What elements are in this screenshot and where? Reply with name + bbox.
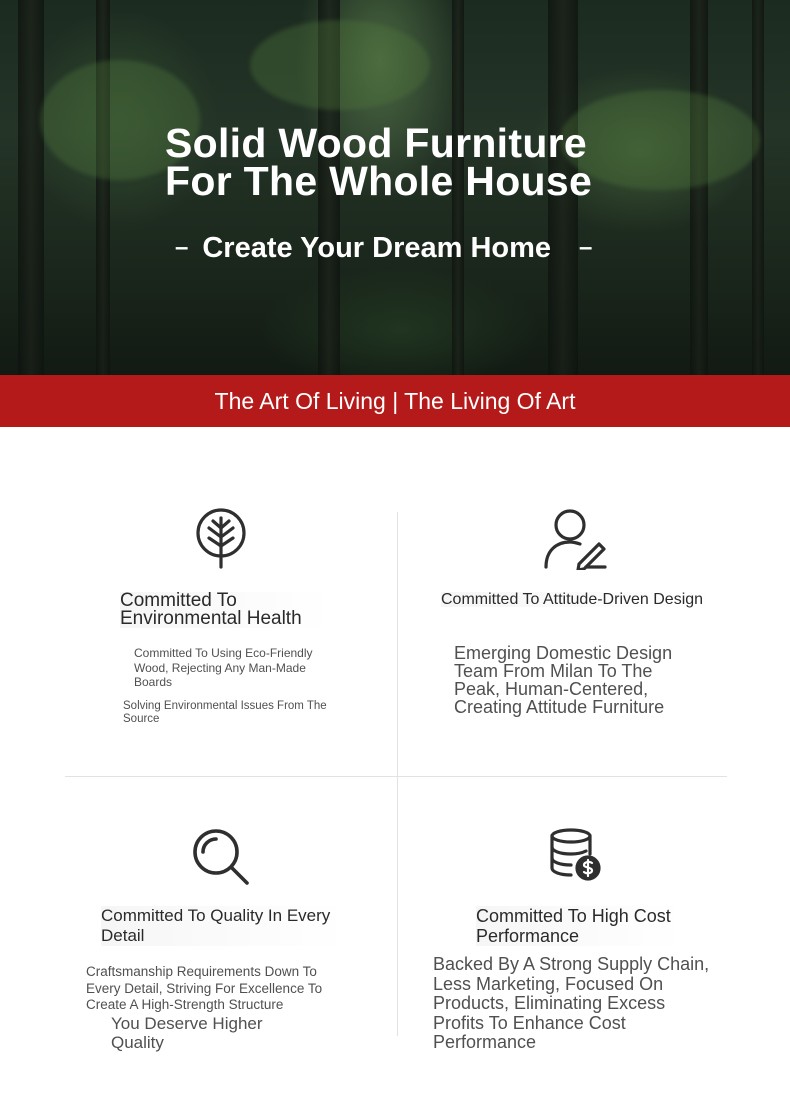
forest-trunk <box>18 0 44 376</box>
foliage <box>250 20 430 110</box>
feature-heading-quality: Committed To Quality In Every Detail <box>101 906 346 946</box>
feature-text-design-1: Emerging Domestic Design Team From Milan To The Peak, Human-Centered, Creating Attitude Furniture <box>454 643 673 717</box>
feature-text-quality-2: You Deserve Higher Quality <box>111 1014 263 1052</box>
hero-banner <box>0 0 790 376</box>
feature-text-cost-1: Backed By A Strong Supply Chain, Less Marketing, Focused On Products, Eliminating Excess Profits To Enhance Cost Performance <box>433 954 710 1052</box>
feature-text-environment-2: Solving Environmental Issues From The Source <box>123 700 327 725</box>
feature-heading-design: Committed To Attitude-Driven Design <box>441 592 716 607</box>
slogan-text: The Art Of Living | The Living Of Art <box>214 387 576 414</box>
slogan-band <box>0 375 790 427</box>
horizontal-divider <box>65 776 727 777</box>
tree-icon <box>195 508 247 570</box>
magnifier-icon <box>192 828 250 886</box>
hero-title-line2: For The Whole House <box>165 158 593 204</box>
hero-subtitle-text: Create Your Dream Home <box>202 231 552 264</box>
dash-right: – <box>579 234 593 261</box>
user-edit-icon <box>543 508 607 570</box>
feature-heading-environment: Committed To Environmental Health <box>120 592 330 628</box>
hero-title-line1: Solid Wood Furniture <box>165 120 588 166</box>
hero-subtitle <box>175 230 635 266</box>
feature-heading-cost: Committed To High Cost Performance <box>476 906 681 946</box>
forest-trunk <box>96 0 110 376</box>
dash-left: – <box>175 234 189 261</box>
feature-text-quality-1: Craftsmanship Requirements Down To Every Detail, Striving For Excellence To Create A High-Strength Structure <box>86 964 323 1012</box>
hero-title <box>165 120 725 204</box>
coins-dollar-icon <box>549 828 601 882</box>
forest-trunk <box>752 0 764 376</box>
feature-text-environment-1: Committed To Using Eco-Friendly Wood, Rejecting Any Man-Made Boards <box>134 646 313 689</box>
vertical-divider <box>397 512 398 1036</box>
